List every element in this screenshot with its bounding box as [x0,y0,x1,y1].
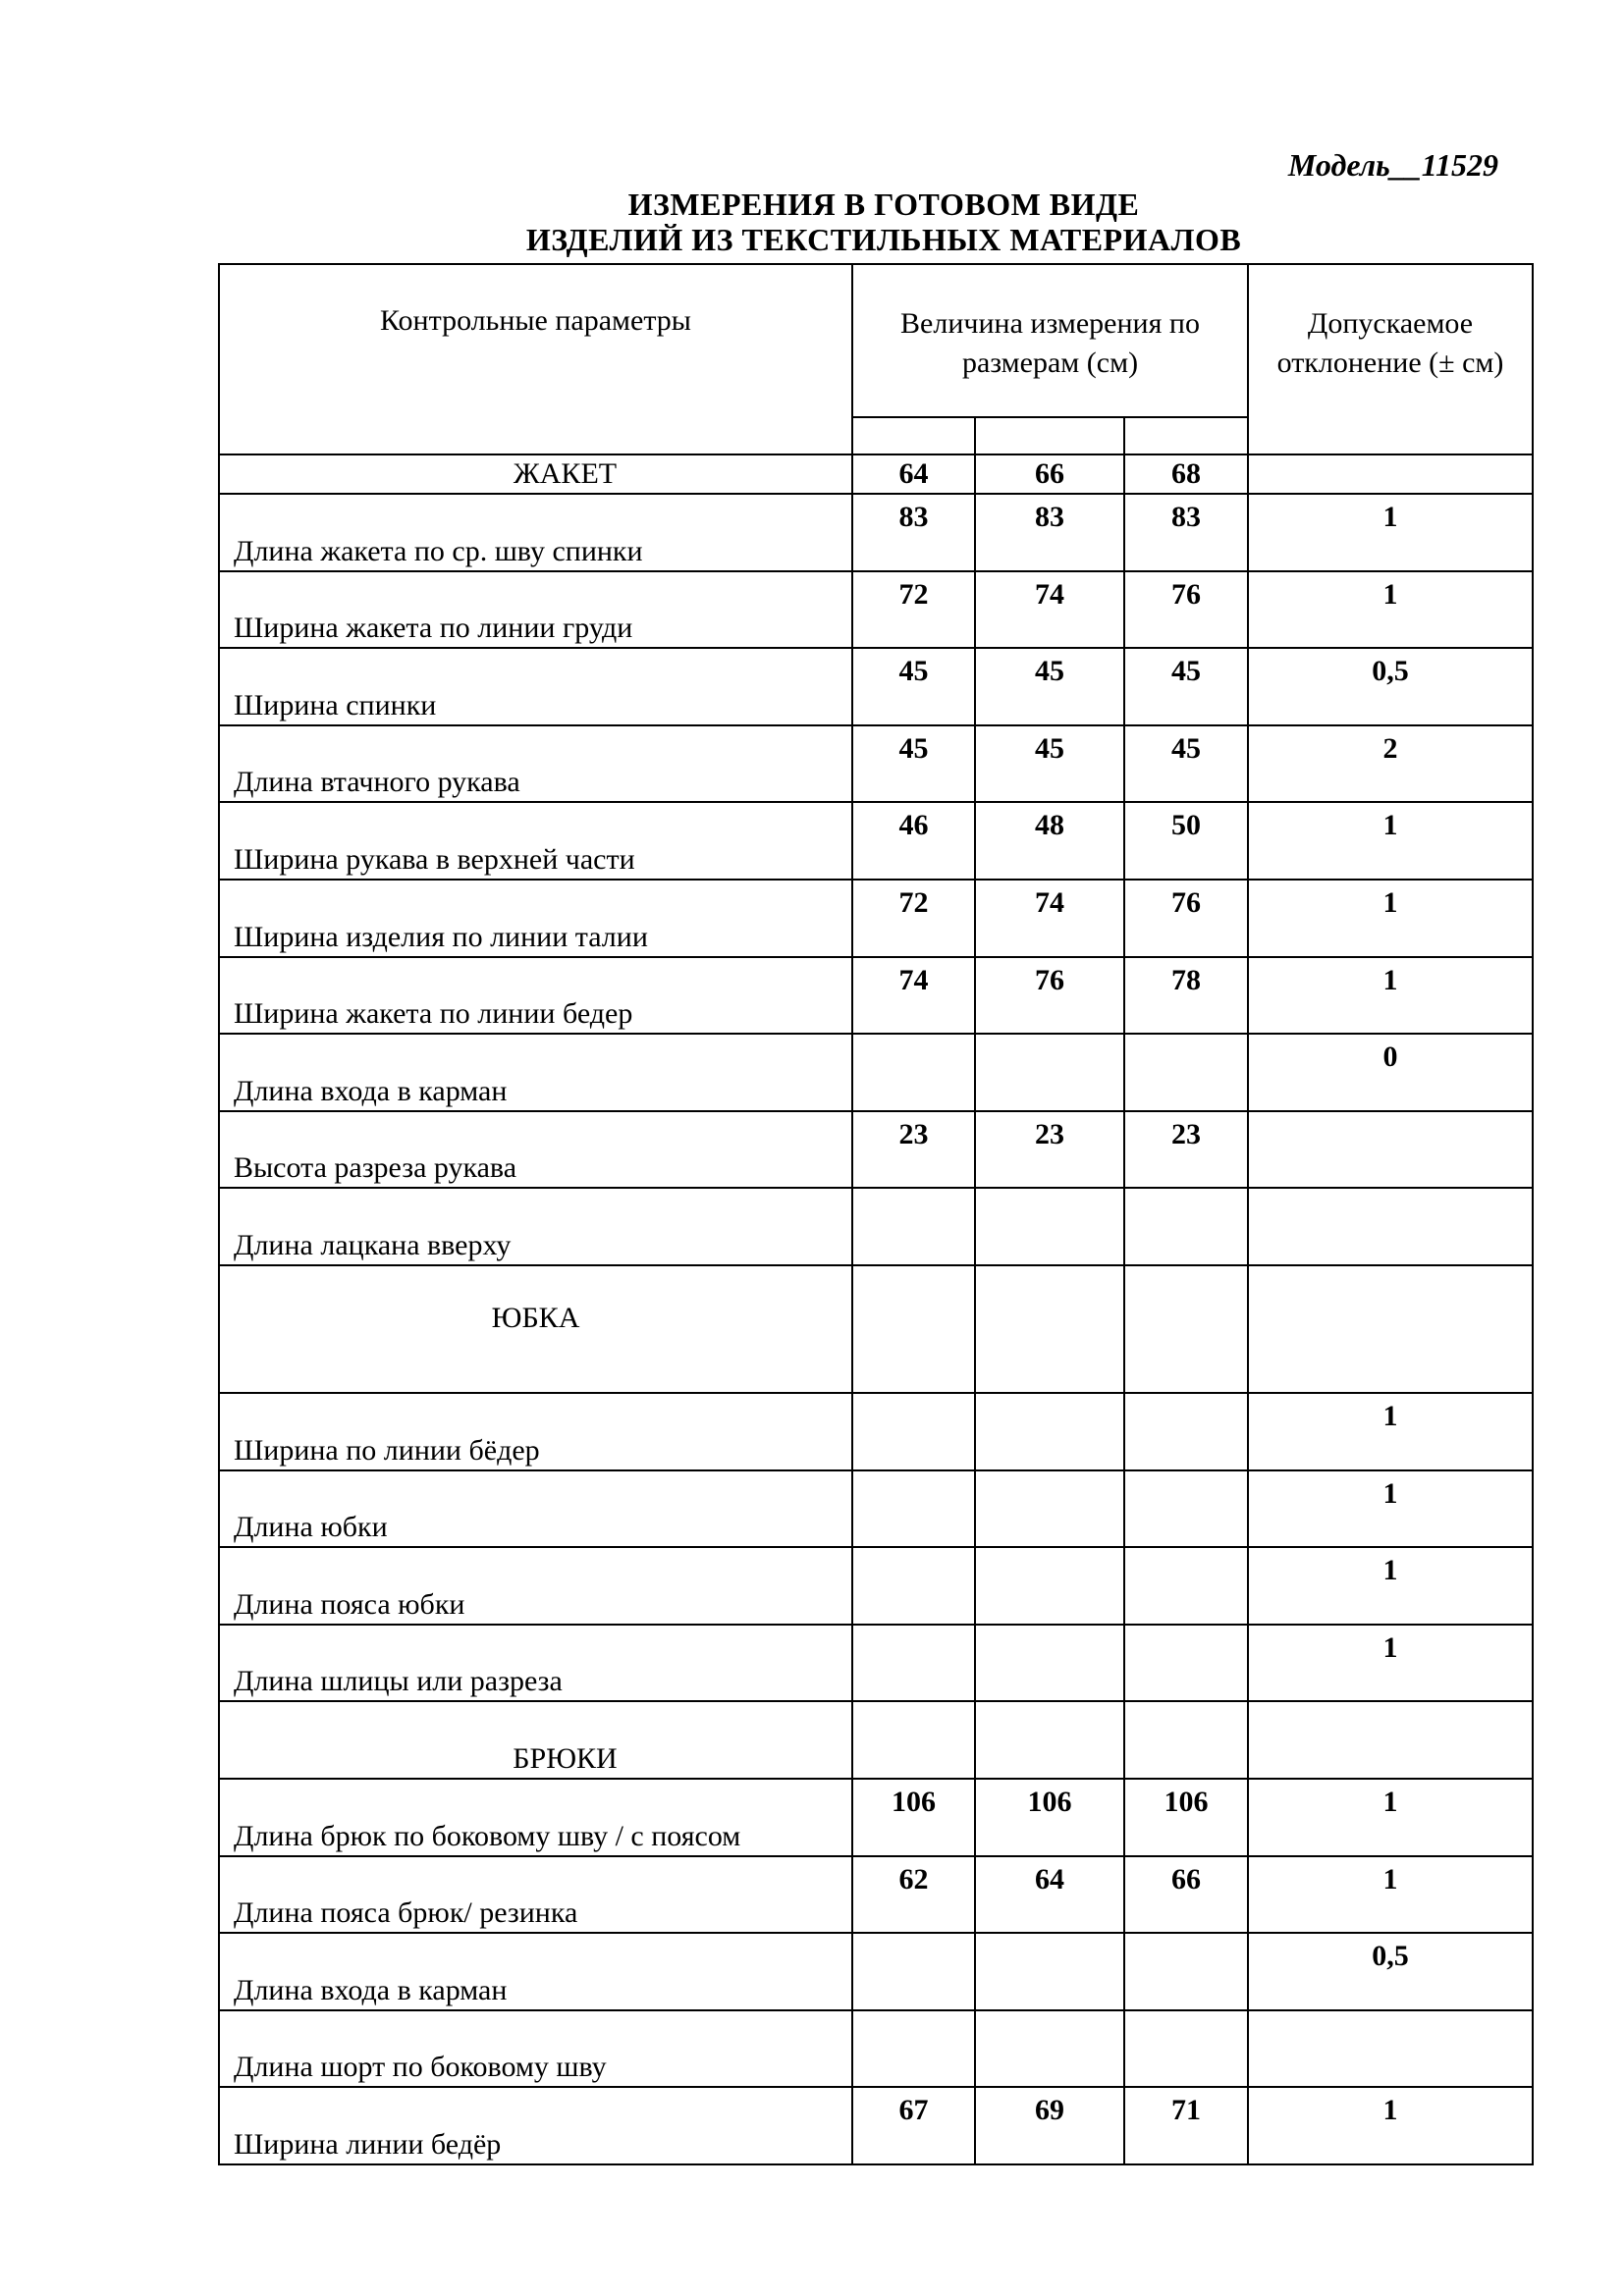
table-row [219,725,1533,803]
size-value: 23 [1124,1111,1248,1189]
table-row [219,957,1533,1035]
empty-cell [1124,1265,1248,1393]
size-value: 45 [1124,648,1248,725]
param-label: Длина брюк по боковому шву / с поясом [219,1779,852,1856]
size-value [975,1625,1124,1702]
size-value: 62 [852,1856,975,1934]
tolerance-value [1248,1111,1533,1189]
size-66: 66 [975,454,1124,494]
size-value [1124,1034,1248,1111]
empty-cell [975,1265,1124,1393]
size-value [1124,2010,1248,2088]
size-value [852,1547,975,1625]
size-value: 45 [852,648,975,725]
param-label: Ширина жакета по линии бедер [219,957,852,1035]
param-label: Длина жакета по ср. шву спинки [219,494,852,571]
table-row [219,1856,1533,1934]
size-value: 69 [975,2087,1124,2164]
param-label: Ширина линии бедёр [219,2087,852,2164]
param-label: Длина входа в карман [219,1933,852,2010]
size-value [1124,1188,1248,1265]
param-label: Ширина изделия по линии талии [219,880,852,957]
tolerance-value [1248,1188,1533,1265]
jacket-size-row [219,454,1533,494]
tolerance-value [1248,2010,1533,2088]
section-row-skirt [219,1265,1533,1393]
param-label: Высота разреза рукава [219,1111,852,1189]
table-row [219,880,1533,957]
empty-cell [1248,454,1533,494]
section-row-trousers [219,1701,1533,1779]
tolerance-value: 1 [1248,1625,1533,1702]
size-value: 74 [852,957,975,1035]
size-value: 106 [975,1779,1124,1856]
size-64: 64 [852,454,975,494]
size-value: 76 [1124,880,1248,957]
empty-cell [852,1265,975,1393]
size-value: 23 [975,1111,1124,1189]
param-label: Ширина рукава в верхней части [219,802,852,880]
header-size-cell [1124,417,1248,454]
document-title-line-2: ИЗДЕЛИЙ ИЗ ТЕКСТИЛЬНЫХ МАТЕРИАЛОВ [525,222,1242,257]
tolerance-value: 0,5 [1248,648,1533,725]
table-row [219,571,1533,649]
size-value: 66 [1124,1856,1248,1934]
tolerance-value: 1 [1248,802,1533,880]
measurements-table [218,263,1534,2165]
tolerance-value: 1 [1248,1470,1533,1548]
document-title-line-1: ИЗМЕРЕНИЯ В ГОТОВОМ ВИДЕ [627,187,1140,222]
param-label: Длина шорт по боковому шву [219,2010,852,2088]
param-label: Длина пояса юбки [219,1547,852,1625]
table-row [219,1933,1533,2010]
section-jacket: ЖАКЕТ [219,454,852,494]
table-header-row [219,264,1533,417]
size-value: 23 [852,1111,975,1189]
size-value: 72 [852,571,975,649]
size-value: 45 [975,725,1124,803]
size-value: 74 [975,880,1124,957]
empty-cell [1248,1265,1533,1393]
size-value [852,1470,975,1548]
size-value [975,1393,1124,1470]
header-size-cell [852,417,975,454]
param-label: Длина юбки [219,1470,852,1548]
param-label: Ширина жакета по линии груди [219,571,852,649]
header-tolerance: Допускаемое отклонение (± см) [1248,264,1533,454]
size-value [975,2010,1124,2088]
table-row [219,1470,1533,1548]
size-value: 72 [852,880,975,957]
section-trousers: БРЮКИ [219,1701,852,1779]
size-value: 71 [1124,2087,1248,2164]
size-value: 83 [975,494,1124,571]
size-value: 45 [852,725,975,803]
tolerance-value: 1 [1248,2087,1533,2164]
size-value [975,1188,1124,1265]
empty-cell [1248,1701,1533,1779]
size-value [1124,1470,1248,1548]
empty-cell [975,1701,1124,1779]
size-value [852,2010,975,2088]
table-row [219,1779,1533,1856]
param-label: Длина шлицы или разреза [219,1625,852,1702]
size-value [852,1625,975,1702]
param-label: Ширина по линии бёдер [219,1393,852,1470]
table-row [219,1547,1533,1625]
size-value: 64 [975,1856,1124,1934]
tolerance-value: 1 [1248,1779,1533,1856]
size-value [975,1470,1124,1548]
size-value [852,1933,975,2010]
size-value: 76 [975,957,1124,1035]
size-value [852,1393,975,1470]
size-value [975,1547,1124,1625]
param-label: Длина пояса брюк/ резинка [219,1856,852,1934]
header-param: Контрольные параметры [219,264,852,454]
size-value: 45 [975,648,1124,725]
table-row [219,1034,1533,1111]
size-value: 83 [1124,494,1248,571]
size-68: 68 [1124,454,1248,494]
size-value: 45 [1124,725,1248,803]
size-value: 76 [1124,571,1248,649]
table-row [219,494,1533,571]
table-row [219,648,1533,725]
size-value [852,1188,975,1265]
size-value: 48 [975,802,1124,880]
tolerance-value: 1 [1248,880,1533,957]
size-value [852,1034,975,1111]
size-value [1124,1547,1248,1625]
size-value: 50 [1124,802,1248,880]
param-label: Длина лацкана вверху [219,1188,852,1265]
model-number: Модель__11529 [1287,147,1498,183]
param-label: Ширина спинки [219,648,852,725]
size-value: 106 [1124,1779,1248,1856]
size-value: 74 [975,571,1124,649]
tolerance-value: 2 [1248,725,1533,803]
size-value [1124,1933,1248,2010]
size-value: 67 [852,2087,975,2164]
empty-cell [1124,1701,1248,1779]
table-row [219,1188,1533,1265]
tolerance-value: 1 [1248,494,1533,571]
table-row [219,1111,1533,1189]
size-value [975,1933,1124,2010]
section-skirt: ЮБКА [219,1265,852,1393]
table-row [219,2087,1533,2164]
empty-cell [852,1701,975,1779]
tolerance-value: 0,5 [1248,1933,1533,2010]
header-size-cell [975,417,1124,454]
tolerance-value: 1 [1248,1547,1533,1625]
param-label: Длина втачного рукава [219,725,852,803]
table-row [219,1393,1533,1470]
size-value [1124,1393,1248,1470]
size-value: 46 [852,802,975,880]
header-sizes: Величина измерения по размерам (см) [852,264,1248,417]
size-value [1124,1625,1248,1702]
size-value: 83 [852,494,975,571]
tolerance-value: 1 [1248,571,1533,649]
param-label: Длина входа в карман [219,1034,852,1111]
table-row [219,802,1533,880]
table-row [219,2010,1533,2088]
tolerance-value: 0 [1248,1034,1533,1111]
tolerance-value: 1 [1248,1856,1533,1934]
size-value: 106 [852,1779,975,1856]
tolerance-value: 1 [1248,1393,1533,1470]
tolerance-value: 1 [1248,957,1533,1035]
size-value: 78 [1124,957,1248,1035]
table-row [219,1625,1533,1702]
size-value [975,1034,1124,1111]
